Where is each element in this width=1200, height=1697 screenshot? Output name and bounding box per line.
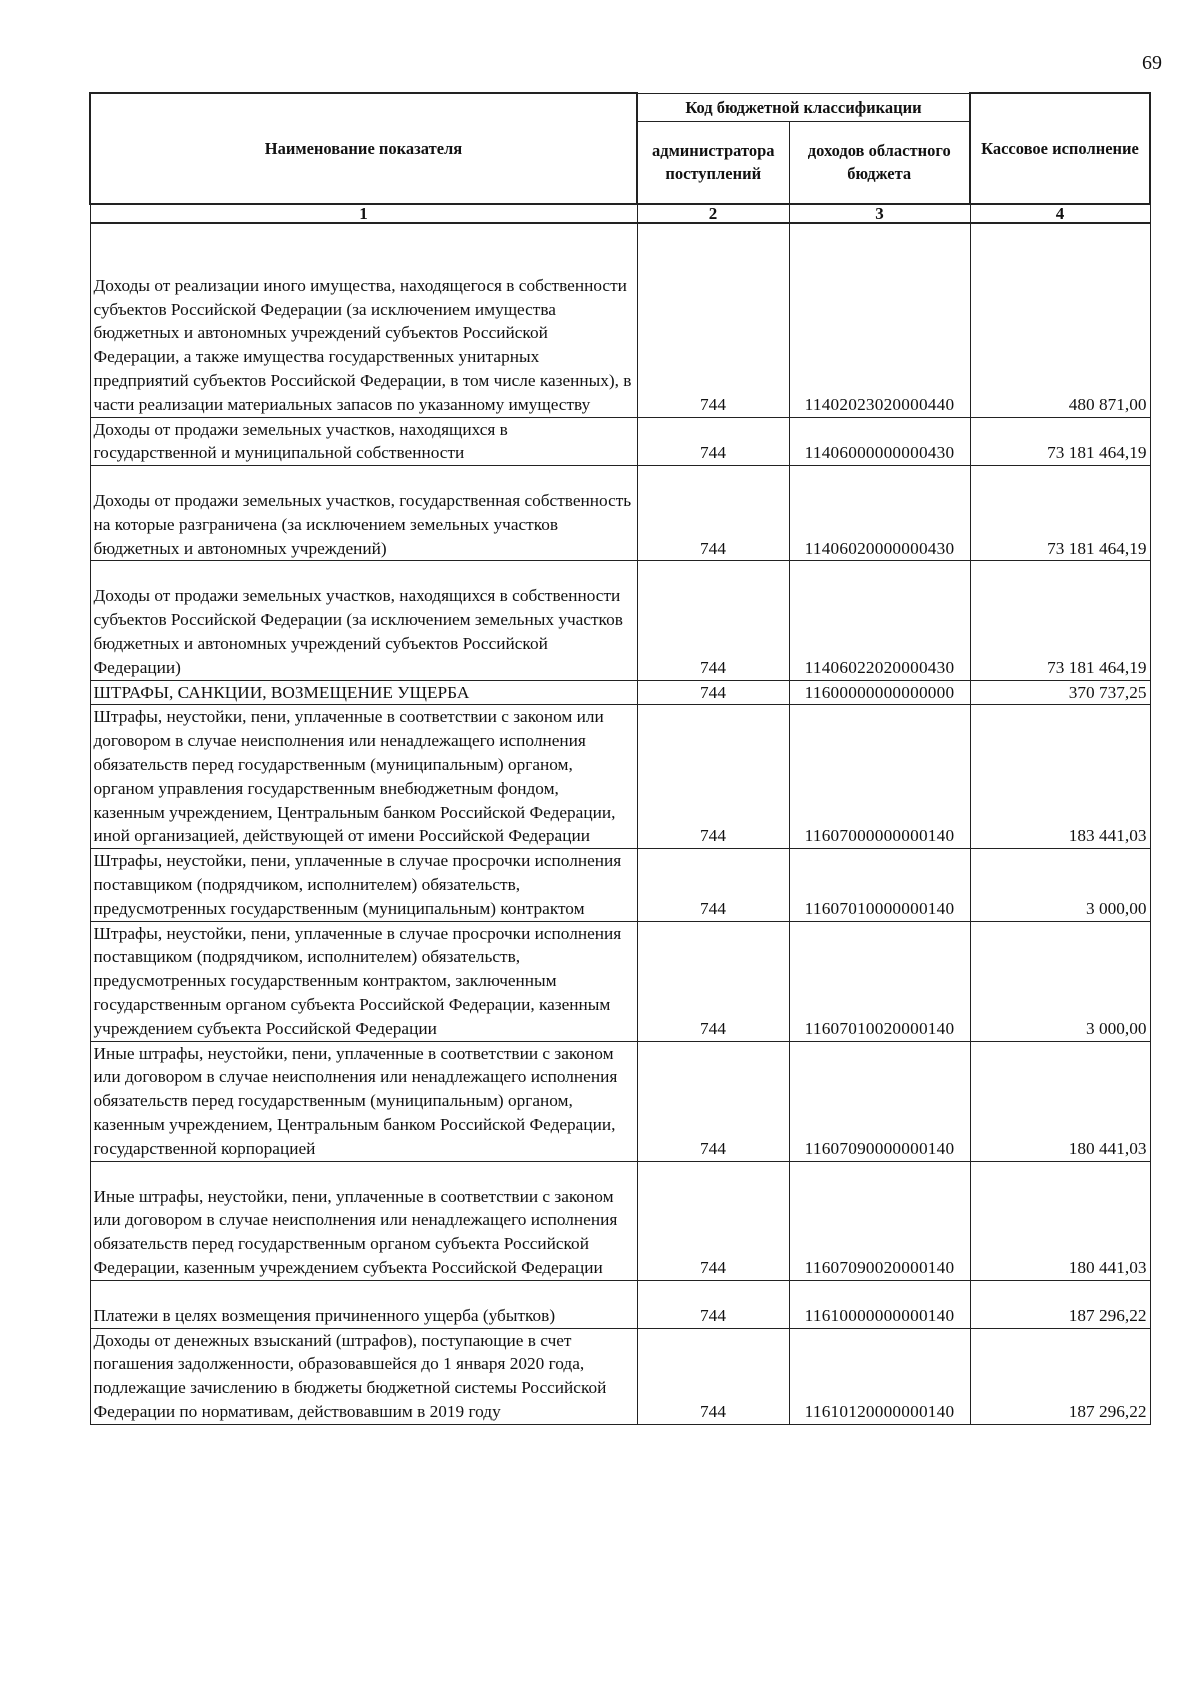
row-admin-code-cell: 744 [637,1041,789,1161]
row-income-code-cell: 11406000000000430 [789,417,970,466]
row-name-cell: Доходы от денежных взысканий (штрафов), поступающие в счет погашения задолженности, образовавшейся до 1 января 2020 года, подлежащие зачислению в бюджеты бюджетной системы Российской Федерации по нормативам, действовавшим в 2019 году [90,1328,637,1424]
header-amount-column: Кассовое исполнение [970,93,1150,204]
row-amount-cell: 187 296,22 [970,1280,1150,1328]
row-name-cell: Платежи в целях возмещения причиненного ущерба (убытков) [90,1280,637,1328]
header-name-column: Наименование показателя [90,93,637,204]
table-row [90,1328,1150,1424]
row-admin-code-cell: 744 [637,417,789,466]
header-income-column: доходов областного бюджета [789,121,970,204]
row-name-cell: ШТРАФЫ, САНКЦИИ, ВОЗМЕЩЕНИЕ УЩЕРБА [90,680,637,705]
header-budget-classification-group: Код бюджетной классификации [637,93,970,121]
table-row [90,417,1150,466]
row-admin-code-cell: 744 [637,1280,789,1328]
table-row [90,1041,1150,1161]
row-income-code-cell: 11607090000000140 [789,1041,970,1161]
row-admin-code-cell: 744 [637,1328,789,1424]
table-row [90,705,1150,849]
row-name-cell: Доходы от продажи земельных участков, находящихся в собственности субъектов Российской Федерации (за исключением земельных участков бюджетных и автономных учреждений субъектов Российской Федерации) [90,561,637,680]
row-amount-cell: 187 296,22 [970,1328,1150,1424]
row-name-cell: Доходы от продажи земельных участков, находящихся в государственной и муниципальной собственности [90,417,637,466]
budget-income-table [89,92,1151,1425]
row-amount-cell: 73 181 464,19 [970,417,1150,466]
row-income-code-cell: 11610120000000140 [789,1328,970,1424]
row-amount-cell: 480 871,00 [970,223,1150,417]
row-income-code-cell: 11406022020000430 [789,561,970,680]
row-amount-cell: 183 441,03 [970,705,1150,849]
page-number: 69 [1142,52,1162,74]
row-admin-code-cell: 744 [637,680,789,705]
row-name-cell: Штрафы, неустойки, пени, уплаченные в случае просрочки исполнения поставщиком (подрядчиком, исполнителем) обязательств, предусмотренных государственным контрактом, заключенным государственным органом субъекта Российской Федерации, казенным учреждением субъекта Российской Федерации [90,921,637,1041]
header-admin-column: администратора поступлений [637,121,789,204]
row-name-cell: Иные штрафы, неустойки, пени, уплаченные в соответствии с законом или договором в случае неисполнения или ненадлежащего исполнения обязательств перед государственным органом субъекта Российской Федерации, казенным учреждением субъекта Российской Федерации [90,1161,637,1280]
row-amount-cell: 3 000,00 [970,921,1150,1041]
row-income-code-cell: 11600000000000000 [789,680,970,705]
row-name-cell: Иные штрафы, неустойки, пени, уплаченные в соответствии с законом или договором в случае неисполнения или ненадлежащего исполнения обязательств перед государственным (муниципальным) органом, казенным учреждением, Центральным банком Российской Федерации, государственной корпорацией [90,1041,637,1161]
column-number-2: 2 [637,204,789,223]
row-income-code-cell: 11402023020000440 [789,223,970,417]
row-income-code-cell: 11406020000000430 [789,466,970,561]
column-number-3: 3 [789,204,970,223]
row-admin-code-cell: 744 [637,561,789,680]
column-number-row [90,204,1150,223]
row-income-code-cell: 11607010020000140 [789,921,970,1041]
table-row [90,561,1150,680]
row-admin-code-cell: 744 [637,849,789,921]
row-name-cell: Доходы от продажи земельных участков, государственная собственность на которые разграничена (за исключением земельных участков бюджетных и автономных учреждений) [90,466,637,561]
row-amount-cell: 73 181 464,19 [970,466,1150,561]
row-name-cell: Штрафы, неустойки, пени, уплаченные в случае просрочки исполнения поставщиком (подрядчиком, исполнителем) обязательств, предусмотренных государственным (муниципальным) контрактом [90,849,637,921]
row-amount-cell: 370 737,25 [970,680,1150,705]
row-amount-cell: 180 441,03 [970,1161,1150,1280]
row-income-code-cell: 11607090020000140 [789,1161,970,1280]
row-name-cell: Штрафы, неустойки, пени, уплаченные в соответствии с законом или договором в случае неисполнения или ненадлежащего исполнения обязательств перед государственным (муниципальным) органом, органом управления государственным внебюджетным фондом, казенным учреждением, Центральным банком Российской Федерации, иной организацией, действующей от имени Российской Федерации [90,705,637,849]
column-number-4: 4 [970,204,1150,223]
row-amount-cell: 180 441,03 [970,1041,1150,1161]
row-admin-code-cell: 744 [637,705,789,849]
column-number-1: 1 [90,204,637,223]
row-income-code-cell: 11610000000000140 [789,1280,970,1328]
table-body [90,204,1150,1424]
row-admin-code-cell: 744 [637,1161,789,1280]
row-admin-code-cell: 744 [637,921,789,1041]
row-income-code-cell: 11607000000000140 [789,705,970,849]
row-admin-code-cell: 744 [637,223,789,417]
table-row [90,466,1150,561]
row-name-cell: Доходы от реализации иного имущества, находящегося в собственности субъектов Российской Федерации (за исключением имущества бюджетных и автономных учреждений субъектов Российской Федерации, а также имущества государственных унитарных предприятий субъектов Российской Федерации, в том числе казенных), в части реализации материальных запасов по указанному имуществу [90,223,637,417]
row-amount-cell: 73 181 464,19 [970,561,1150,680]
row-amount-cell: 3 000,00 [970,849,1150,921]
table-row [90,223,1150,417]
table-row [90,1161,1150,1280]
table-row [90,849,1150,921]
row-income-code-cell: 11607010000000140 [789,849,970,921]
table-row [90,921,1150,1041]
row-admin-code-cell: 744 [637,466,789,561]
table-row [90,680,1150,705]
table-row [90,1280,1150,1328]
